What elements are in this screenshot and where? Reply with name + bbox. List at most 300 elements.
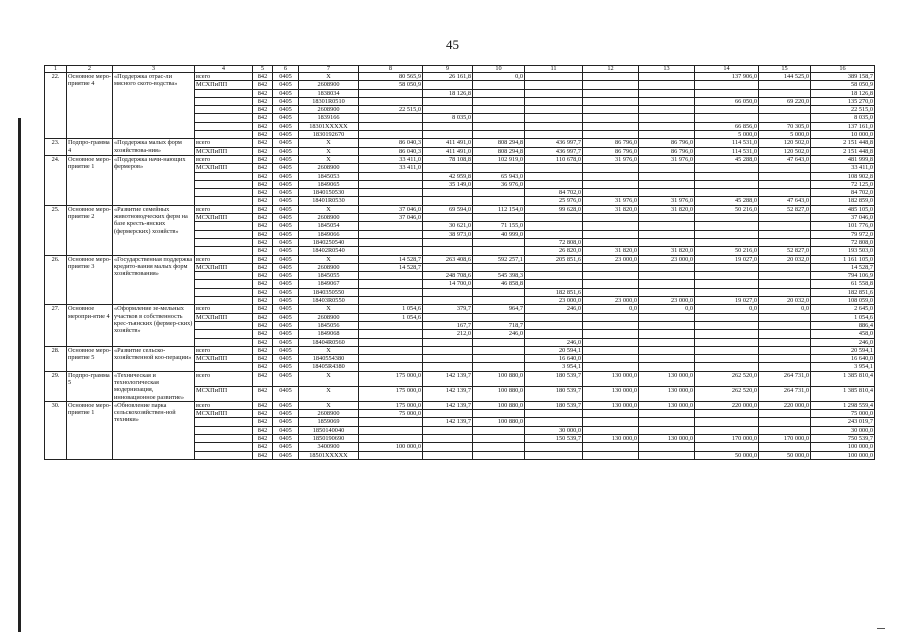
amount-cell bbox=[759, 280, 811, 288]
amount-cell: 58 050,9 bbox=[811, 81, 875, 89]
code-cell: 842 bbox=[253, 73, 273, 81]
amount-cell bbox=[695, 214, 759, 222]
code-cell: 1830192670 bbox=[299, 131, 359, 139]
amount-cell bbox=[695, 272, 759, 280]
executor-cell bbox=[195, 180, 253, 188]
amount-cell bbox=[639, 214, 695, 222]
amount-cell bbox=[525, 263, 583, 271]
amount-cell bbox=[759, 355, 811, 363]
column-number: 5 bbox=[253, 66, 273, 73]
amount-cell bbox=[583, 81, 639, 89]
amount-cell bbox=[359, 172, 423, 180]
executor-cell bbox=[195, 297, 253, 305]
amount-cell: 20 594,1 bbox=[811, 346, 875, 354]
code-cell: 1845056 bbox=[299, 321, 359, 329]
code-cell: 1850140040 bbox=[299, 426, 359, 434]
amount-cell bbox=[639, 89, 695, 97]
amount-cell: 246,0 bbox=[811, 338, 875, 346]
event-type: Основное меро-приятие 3 bbox=[67, 255, 113, 305]
amount-cell bbox=[583, 272, 639, 280]
executor-cell bbox=[195, 426, 253, 434]
amount-cell: 264 731,0 bbox=[759, 386, 811, 401]
amount-cell bbox=[759, 230, 811, 238]
amount-cell: 19 027,0 bbox=[695, 255, 759, 263]
row-number: 26. bbox=[45, 255, 67, 305]
amount-cell bbox=[583, 131, 639, 139]
amount-cell bbox=[759, 106, 811, 114]
amount-cell bbox=[639, 355, 695, 363]
amount-cell bbox=[695, 338, 759, 346]
amount-cell bbox=[583, 89, 639, 97]
amount-cell bbox=[473, 435, 525, 443]
event-type: Основное меро-приятие 5 bbox=[67, 346, 113, 371]
amount-cell: 246,0 bbox=[473, 330, 525, 338]
amount-cell: 37 046,0 bbox=[811, 214, 875, 222]
amount-cell bbox=[639, 180, 695, 188]
executor-cell: МСХПиПП bbox=[195, 386, 253, 401]
amount-cell: 130 000,0 bbox=[583, 386, 639, 401]
amount-cell bbox=[695, 426, 759, 434]
amount-cell: 31 976,0 bbox=[583, 197, 639, 205]
code-cell: 0405 bbox=[273, 305, 299, 313]
code-cell: 842 bbox=[253, 418, 273, 426]
amount-cell bbox=[423, 238, 473, 246]
amount-cell bbox=[639, 222, 695, 230]
code-cell: 0405 bbox=[273, 426, 299, 434]
column-number: 1 bbox=[45, 66, 67, 73]
table-row bbox=[45, 73, 875, 81]
amount-cell bbox=[583, 230, 639, 238]
amount-cell bbox=[423, 164, 473, 172]
event-name: «Техническая и технологическая модернизация, инновационное развитие» bbox=[113, 371, 195, 401]
code-cell: 842 bbox=[253, 255, 273, 263]
amount-cell bbox=[639, 418, 695, 426]
budget-table bbox=[44, 65, 875, 460]
code-cell: 842 bbox=[253, 272, 273, 280]
code-cell: 2608900 bbox=[299, 410, 359, 418]
amount-cell: 114 531,0 bbox=[695, 147, 759, 155]
amount-cell: 33 411,0 bbox=[359, 164, 423, 172]
event-name: «Поддержка отрас-ли мясного ското-водства» bbox=[113, 73, 195, 139]
amount-cell bbox=[759, 272, 811, 280]
executor-cell bbox=[195, 338, 253, 346]
amount-cell: 0,0 bbox=[639, 305, 695, 313]
amount-cell bbox=[759, 222, 811, 230]
amount-cell bbox=[583, 263, 639, 271]
amount-cell: 220 000,0 bbox=[759, 401, 811, 409]
amount-cell bbox=[583, 363, 639, 371]
amount-cell bbox=[759, 263, 811, 271]
amount-cell bbox=[423, 247, 473, 255]
amount-cell: 18 126,8 bbox=[811, 89, 875, 97]
amount-cell: 50 000,0 bbox=[759, 451, 811, 459]
amount-cell: 264 731,0 bbox=[759, 371, 811, 386]
amount-cell: 130 000,0 bbox=[639, 435, 695, 443]
code-cell: 1840250540 bbox=[299, 238, 359, 246]
code-cell: 842 bbox=[253, 451, 273, 459]
amount-cell bbox=[583, 97, 639, 105]
code-cell: 842 bbox=[253, 346, 273, 354]
amount-cell: 120 502,0 bbox=[759, 139, 811, 147]
code-cell: 842 bbox=[253, 371, 273, 386]
amount-cell: 180 539,7 bbox=[525, 386, 583, 401]
amount-cell bbox=[473, 89, 525, 97]
amount-cell: 545 398,3 bbox=[473, 272, 525, 280]
amount-cell bbox=[359, 131, 423, 139]
executor-cell: МСХПиПП bbox=[195, 147, 253, 155]
amount-cell bbox=[759, 346, 811, 354]
amount-cell: 18 126,8 bbox=[423, 89, 473, 97]
event-name: «Развитие сельско-хозяйственной коо-перации» bbox=[113, 346, 195, 371]
executor-cell bbox=[195, 172, 253, 180]
executor-cell bbox=[195, 230, 253, 238]
code-cell: 842 bbox=[253, 288, 273, 296]
amount-cell bbox=[423, 131, 473, 139]
amount-cell: 61 558,8 bbox=[811, 280, 875, 288]
executor-cell bbox=[195, 131, 253, 139]
amount-cell: 14 528,7 bbox=[811, 263, 875, 271]
event-type: Основное меропри-ятие 4 bbox=[67, 305, 113, 346]
amount-cell bbox=[359, 363, 423, 371]
code-cell: 842 bbox=[253, 155, 273, 163]
code-cell: 842 bbox=[253, 305, 273, 313]
amount-cell bbox=[525, 443, 583, 451]
executor-cell: всего bbox=[195, 255, 253, 263]
executor-cell bbox=[195, 122, 253, 130]
amount-cell: 30 621,0 bbox=[423, 222, 473, 230]
code-cell: 3400900 bbox=[299, 443, 359, 451]
amount-cell: 19 027,0 bbox=[695, 297, 759, 305]
amount-cell: 130 000,0 bbox=[583, 401, 639, 409]
amount-cell: 2 645,0 bbox=[811, 305, 875, 313]
amount-cell: 248 708,6 bbox=[423, 272, 473, 280]
row-number: 29. bbox=[45, 371, 67, 401]
amount-cell bbox=[583, 410, 639, 418]
amount-cell: 130 000,0 bbox=[639, 371, 695, 386]
amount-cell bbox=[423, 451, 473, 459]
column-number: 14 bbox=[695, 66, 759, 73]
amount-cell: 3 954,1 bbox=[525, 363, 583, 371]
amount-cell bbox=[359, 122, 423, 130]
code-cell: 1849066 bbox=[299, 230, 359, 238]
amount-cell: 220 000,0 bbox=[695, 401, 759, 409]
code-cell: 1840150530 bbox=[299, 189, 359, 197]
amount-cell: 80 565,9 bbox=[359, 73, 423, 81]
amount-cell: 180 539,7 bbox=[525, 371, 583, 386]
amount-cell: 100 000,0 bbox=[811, 451, 875, 459]
executor-cell: МСХПиПП bbox=[195, 263, 253, 271]
amount-cell: 47 643,0 bbox=[759, 155, 811, 163]
amount-cell: 72 125,0 bbox=[811, 180, 875, 188]
amount-cell bbox=[473, 122, 525, 130]
amount-cell bbox=[583, 321, 639, 329]
executor-cell: МСХПиПП bbox=[195, 410, 253, 418]
amount-cell bbox=[423, 122, 473, 130]
amount-cell bbox=[639, 338, 695, 346]
amount-cell: 100 000,0 bbox=[811, 443, 875, 451]
code-cell: 842 bbox=[253, 386, 273, 401]
amount-cell: 37 046,0 bbox=[359, 205, 423, 213]
table-row bbox=[45, 305, 875, 313]
amount-cell: 33 411,0 bbox=[811, 164, 875, 172]
code-cell: 0405 bbox=[273, 363, 299, 371]
amount-cell: 243 019,7 bbox=[811, 418, 875, 426]
executor-cell bbox=[195, 280, 253, 288]
amount-cell bbox=[423, 313, 473, 321]
amount-cell: 79 972,0 bbox=[811, 230, 875, 238]
amount-cell: 108 902,8 bbox=[811, 172, 875, 180]
amount-cell bbox=[359, 238, 423, 246]
amount-cell: 31 820,0 bbox=[583, 247, 639, 255]
page-number: 45 bbox=[446, 37, 459, 52]
amount-cell: 175 000,0 bbox=[359, 401, 423, 409]
amount-cell bbox=[759, 214, 811, 222]
executor-cell: всего bbox=[195, 346, 253, 354]
amount-cell: 58 050,9 bbox=[359, 81, 423, 89]
amount-cell: 71 155,0 bbox=[473, 222, 525, 230]
row-number: 30. bbox=[45, 401, 67, 459]
amount-cell bbox=[473, 114, 525, 122]
amount-cell bbox=[473, 247, 525, 255]
executor-cell bbox=[195, 363, 253, 371]
amount-cell: 86 796,0 bbox=[583, 147, 639, 155]
code-cell: 842 bbox=[253, 338, 273, 346]
code-cell: 0405 bbox=[273, 443, 299, 451]
amount-cell bbox=[695, 263, 759, 271]
amount-cell bbox=[359, 89, 423, 97]
amount-cell: 52 827,0 bbox=[759, 205, 811, 213]
amount-cell: 182 859,0 bbox=[811, 197, 875, 205]
amount-cell: 86 796,0 bbox=[639, 139, 695, 147]
amount-cell bbox=[639, 263, 695, 271]
event-type: Подпро-грамма 4 bbox=[67, 139, 113, 156]
executor-cell bbox=[195, 197, 253, 205]
amount-cell bbox=[583, 418, 639, 426]
amount-cell bbox=[759, 426, 811, 434]
code-cell: X bbox=[299, 147, 359, 155]
amount-cell: 38 973,0 bbox=[423, 230, 473, 238]
amount-cell: 485 105,0 bbox=[811, 205, 875, 213]
code-cell: 1845055 bbox=[299, 272, 359, 280]
amount-cell bbox=[695, 418, 759, 426]
amount-cell bbox=[359, 272, 423, 280]
code-cell: 18405R4380 bbox=[299, 363, 359, 371]
amount-cell bbox=[583, 346, 639, 354]
amount-cell bbox=[473, 197, 525, 205]
column-number: 2 bbox=[67, 66, 113, 73]
amount-cell: 886,4 bbox=[811, 321, 875, 329]
column-number: 15 bbox=[759, 66, 811, 73]
amount-cell bbox=[639, 313, 695, 321]
code-cell: 2608900 bbox=[299, 263, 359, 271]
code-cell: 842 bbox=[253, 139, 273, 147]
amount-cell bbox=[583, 222, 639, 230]
amount-cell: 86 796,0 bbox=[639, 147, 695, 155]
amount-cell bbox=[423, 263, 473, 271]
code-cell: X bbox=[299, 73, 359, 81]
amount-cell bbox=[583, 114, 639, 122]
executor-cell: всего bbox=[195, 205, 253, 213]
amount-cell: 193 503,0 bbox=[811, 247, 875, 255]
amount-cell bbox=[695, 172, 759, 180]
amount-cell: 23 000,0 bbox=[639, 255, 695, 263]
amount-cell bbox=[639, 131, 695, 139]
amount-cell bbox=[525, 164, 583, 172]
amount-cell: 130 000,0 bbox=[639, 386, 695, 401]
event-type: Подпро-грамма 5 bbox=[67, 371, 113, 401]
amount-cell bbox=[639, 189, 695, 197]
amount-cell bbox=[525, 418, 583, 426]
amount-cell bbox=[423, 443, 473, 451]
amount-cell bbox=[759, 189, 811, 197]
amount-cell bbox=[423, 214, 473, 222]
amount-cell bbox=[583, 313, 639, 321]
row-number: 23. bbox=[45, 139, 67, 156]
column-number: 11 bbox=[525, 66, 583, 73]
amount-cell bbox=[759, 114, 811, 122]
amount-cell: 1 298 559,4 bbox=[811, 401, 875, 409]
amount-cell: 8 035,0 bbox=[811, 114, 875, 122]
amount-cell: 30 000,0 bbox=[525, 426, 583, 434]
code-cell: 0405 bbox=[273, 106, 299, 114]
amount-cell: 808 294,8 bbox=[473, 147, 525, 155]
amount-cell: 108 059,0 bbox=[811, 297, 875, 305]
amount-cell: 8 035,0 bbox=[423, 114, 473, 122]
amount-cell bbox=[695, 288, 759, 296]
amount-cell: 26 161,8 bbox=[423, 73, 473, 81]
amount-cell bbox=[583, 214, 639, 222]
amount-cell: 1 161 105,0 bbox=[811, 255, 875, 263]
column-number: 9 bbox=[423, 66, 473, 73]
amount-cell bbox=[639, 443, 695, 451]
code-cell: 0405 bbox=[273, 321, 299, 329]
amount-cell bbox=[583, 288, 639, 296]
amount-cell bbox=[695, 363, 759, 371]
amount-cell bbox=[759, 321, 811, 329]
amount-cell bbox=[423, 81, 473, 89]
amount-cell bbox=[473, 355, 525, 363]
amount-cell bbox=[359, 230, 423, 238]
amount-cell: 458,0 bbox=[811, 330, 875, 338]
event-type: Основное меро-приятие 2 bbox=[67, 205, 113, 255]
code-cell: 1845054 bbox=[299, 222, 359, 230]
amount-cell bbox=[359, 346, 423, 354]
amount-cell bbox=[639, 238, 695, 246]
amount-cell: 100 880,0 bbox=[473, 401, 525, 409]
margin-mark bbox=[877, 628, 885, 629]
amount-cell: 142 139,7 bbox=[423, 371, 473, 386]
code-cell: 842 bbox=[253, 247, 273, 255]
amount-cell bbox=[423, 338, 473, 346]
amount-cell: 20 594,1 bbox=[525, 346, 583, 354]
amount-cell: 170 000,0 bbox=[695, 435, 759, 443]
amount-cell: 1 385 810,4 bbox=[811, 386, 875, 401]
amount-cell bbox=[525, 180, 583, 188]
amount-cell bbox=[423, 435, 473, 443]
amount-cell bbox=[423, 197, 473, 205]
amount-cell bbox=[695, 180, 759, 188]
column-number: 6 bbox=[273, 66, 299, 73]
amount-cell bbox=[695, 222, 759, 230]
code-cell: 842 bbox=[253, 355, 273, 363]
column-number: 8 bbox=[359, 66, 423, 73]
amount-cell bbox=[759, 180, 811, 188]
code-cell: 0405 bbox=[273, 81, 299, 89]
amount-cell: 750 539,7 bbox=[811, 435, 875, 443]
amount-cell bbox=[473, 338, 525, 346]
amount-cell: 46 858,8 bbox=[473, 280, 525, 288]
amount-cell bbox=[583, 164, 639, 172]
amount-cell bbox=[639, 272, 695, 280]
amount-cell bbox=[525, 313, 583, 321]
amount-cell: 5 000,0 bbox=[695, 131, 759, 139]
amount-cell: 31 976,0 bbox=[639, 197, 695, 205]
event-type: Основное меро-приятие 1 bbox=[67, 155, 113, 205]
amount-cell bbox=[583, 338, 639, 346]
amount-cell: 3 954,1 bbox=[811, 363, 875, 371]
amount-cell bbox=[525, 172, 583, 180]
amount-cell bbox=[759, 330, 811, 338]
column-number: 4 bbox=[195, 66, 253, 73]
amount-cell bbox=[359, 180, 423, 188]
amount-cell: 246,0 bbox=[525, 338, 583, 346]
event-name: «Развитие семейных животноводческих ферм на базе кресть-янских (фермерских) хозяйств» bbox=[113, 205, 195, 255]
amount-cell: 35 149,0 bbox=[423, 180, 473, 188]
amount-cell bbox=[525, 451, 583, 459]
amount-cell bbox=[473, 288, 525, 296]
code-cell: 0405 bbox=[273, 222, 299, 230]
amount-cell: 436 997,7 bbox=[525, 139, 583, 147]
code-cell: 1839166 bbox=[299, 114, 359, 122]
amount-cell bbox=[695, 330, 759, 338]
code-cell: 842 bbox=[253, 89, 273, 97]
amount-cell bbox=[359, 355, 423, 363]
amount-cell: 86 040,3 bbox=[359, 147, 423, 155]
amount-cell: 262 520,0 bbox=[695, 386, 759, 401]
executor-cell: МСХПиПП bbox=[195, 313, 253, 321]
column-number: 10 bbox=[473, 66, 525, 73]
code-cell: 18401R0530 bbox=[299, 197, 359, 205]
amount-cell bbox=[423, 426, 473, 434]
amount-cell: 66 050,0 bbox=[695, 97, 759, 105]
amount-cell bbox=[759, 164, 811, 172]
code-cell: 842 bbox=[253, 297, 273, 305]
executor-cell bbox=[195, 106, 253, 114]
code-cell: 0405 bbox=[273, 147, 299, 155]
amount-cell: 86 796,0 bbox=[583, 139, 639, 147]
amount-cell: 411 491,0 bbox=[423, 147, 473, 155]
amount-cell: 69 594,0 bbox=[423, 205, 473, 213]
amount-cell bbox=[473, 297, 525, 305]
amount-cell bbox=[695, 280, 759, 288]
amount-cell: 70 305,0 bbox=[759, 122, 811, 130]
amount-cell: 150 539,7 bbox=[525, 435, 583, 443]
code-cell: 842 bbox=[253, 147, 273, 155]
amount-cell bbox=[759, 363, 811, 371]
amount-cell bbox=[759, 288, 811, 296]
amount-cell: 45 288,0 bbox=[695, 197, 759, 205]
code-cell: 0405 bbox=[273, 313, 299, 321]
amount-cell bbox=[639, 230, 695, 238]
amount-cell bbox=[473, 164, 525, 172]
amount-cell: 1 054,6 bbox=[359, 305, 423, 313]
amount-cell: 31 820,0 bbox=[639, 205, 695, 213]
amount-cell bbox=[639, 106, 695, 114]
amount-cell: 110 678,0 bbox=[525, 155, 583, 163]
amount-cell bbox=[759, 418, 811, 426]
amount-cell bbox=[359, 280, 423, 288]
amount-cell bbox=[583, 189, 639, 197]
